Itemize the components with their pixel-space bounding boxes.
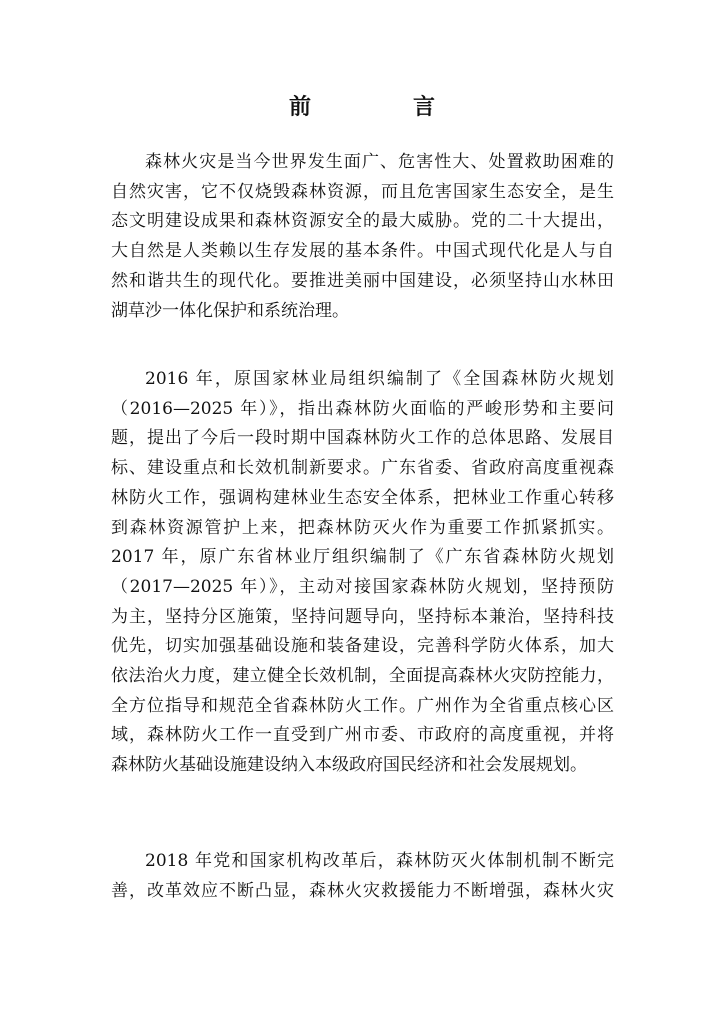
paragraph-line: 依法治火力度，建立健全长效机制，全面提高森林火灾防控能力， (111, 666, 614, 687)
paragraph-line: （2017—2025 年）》，主动对接国家森林防火规划，坚持预防 (111, 576, 614, 597)
paragraph-line: 域，森林防火工作一直受到广州市委、市政府的高度重视，并将 (111, 725, 614, 746)
paragraph-line: （2016—2025 年）》，指出森林防火面临的严峻形势和主要问 (111, 398, 614, 419)
paragraph-line: 然和谐共生的现代化。要推进美丽中国建设，必须坚持山水林田 (111, 270, 614, 291)
page-title: 前 言 (288, 95, 475, 120)
paragraph-line: 全方位指导和规范全省森林防火工作。广州作为全省重点核心区 (111, 695, 614, 716)
paragraph-line: 2018 年党和国家机构改革后，森林防灭火体制机制不断完 (145, 851, 614, 871)
paragraph-line: 为主，坚持分区施策，坚持问题导向，坚持标本兼治，坚持科技 (111, 606, 614, 627)
paragraph-line: 自然灾害，它不仅烧毁森林资源，而且危害国家生态安全，是生 (111, 181, 614, 202)
paragraph-line: 2017 年，原广东省林业厅组织编制了《广东省森林防火规划 (111, 547, 614, 568)
paragraph-line: 森林防火基础设施建设纳入本级政府国民经济和社会发展规划。 (111, 755, 587, 776)
paragraph-1 (111, 148, 614, 326)
paragraph-line: 题，提出了今后一段时期中国森林防火工作的总体思路、发展目 (111, 428, 614, 449)
paragraph-3 (111, 847, 614, 906)
paragraph-2 (111, 365, 614, 781)
paragraph-line: 到森林资源管护上来，把森林防灭火作为重要工作抓紧抓实。 (111, 517, 614, 538)
paragraph-line: 优先，切实加强基础设施和装备建设，完善科学防火体系，加大 (111, 636, 614, 657)
paragraph-line: 标、建设重点和长效机制新要求。广东省委、省政府高度重视森 (111, 458, 614, 479)
paragraph-line: 大自然是人类赖以生存发展的基本条件。中国式现代化是人与自 (111, 241, 614, 262)
paragraph-line: 林防火工作，强调构建林业生态安全体系，把林业工作重心转移 (111, 487, 614, 508)
paragraph-line: 森林火灾是当今世界发生面广、危害性大、处置救助困难的 (145, 152, 614, 172)
paragraph-line: 善，改革效应不断凸显，森林火灾救援能力不断增强，森林火灾 (111, 880, 614, 901)
paragraph-line: 2016 年，原国家林业局组织编制了《全国森林防火规划 (145, 369, 614, 389)
paragraph-line: 态文明建设成果和森林资源安全的最大威胁。党的二十大提出， (111, 211, 614, 232)
paragraph-line: 湖草沙一体化保护和系统治理。 (111, 300, 349, 321)
